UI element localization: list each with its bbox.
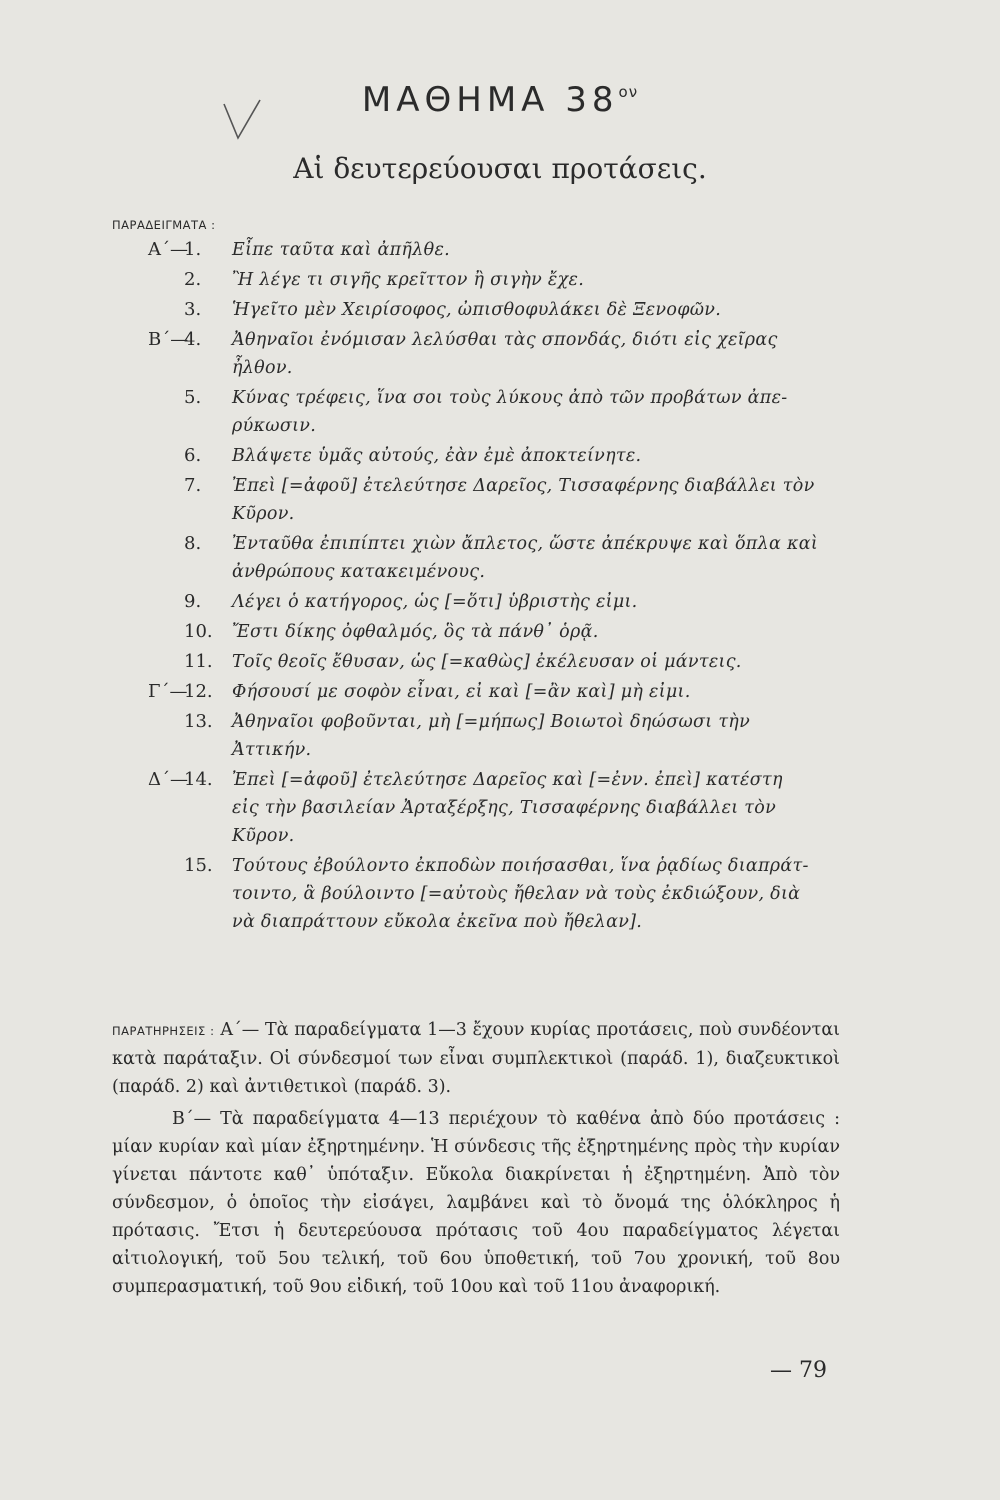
example-item [0, 326, 850, 382]
example-group-label: Γ΄— [148, 681, 188, 702]
example-text-line: Κῦρον. [232, 826, 295, 846]
lesson-subtitle: Αἱ δευτερεύουσαι προτάσεις. [293, 152, 707, 185]
example-text-line: Ἔστι δίκης ὀφθαλμός, ὃς τὰ πάνθ᾽ ὁρᾷ. [232, 622, 599, 642]
example-item [0, 708, 850, 764]
example-text-line: ἦλθον. [232, 358, 293, 378]
example-text-line: Τούτους ἐβούλοντο ἐκποδὼν ποιήσασθαι, ἵνα ῥᾳδίως διαπράτ- [232, 856, 809, 876]
example-text-line: Ἀττικήν. [232, 740, 312, 760]
example-number: 4. [184, 329, 202, 350]
observations-label: ΠΑΡΑΤΗΡΗΣΕΙΣ : [112, 1024, 215, 1038]
example-text-line: Ἀθηναῖοι ἐνόμισαν λελύσθαι τὰς σπονδάς, διότι εἰς χεῖρας [232, 330, 778, 350]
examples-list [0, 236, 1000, 938]
page-number: — 79 [770, 1358, 827, 1383]
example-text-line: νὰ διαπράττουν εὔκολα ἐκεῖνα ποὺ ἤθελαν]. [232, 912, 643, 932]
observation-paragraph-a [112, 1016, 840, 1101]
example-text-line: Κῦρον. [232, 504, 295, 524]
example-text-line: εἰς τὴν βασιλείαν Ἀρταξέρξης, Τισσαφέρνης διαβάλλει τὸν [232, 798, 777, 818]
example-number: 1. [184, 239, 202, 260]
observation-text-a: Α΄— Τὰ παραδείγματα 1—3 ἔχουν κυρίας προτάσεις, ποὺ συνδέονται κατὰ παράταξιν. Οἱ σύνδεσμοί των εἶναι συμπλεκτικοὶ (παράδ. 1), διαζευκτικοὶ (παράδ. 2) καὶ ἀντιθετικοὶ (παράδ. 3). [112, 1020, 840, 1097]
example-text-line: Ἡγεῖτο μὲν Χειρίσοφος, ὠπισθοφυλάκει δὲ Ξενοφῶν. [232, 300, 722, 320]
example-number: 6. [184, 445, 202, 466]
example-item [0, 266, 850, 294]
example-number: 3. [184, 299, 202, 320]
example-number: 14. [184, 769, 213, 790]
example-text-line: ἀνθρώπους κατακειμένους. [232, 562, 486, 582]
example-text-line: Βλάψετε ὑμᾶς αὐτούς, ἐὰν ἐμὲ ἀποκτείνητε. [232, 446, 642, 466]
example-text-line: Τοῖς θεοῖς ἔθυσαν, ὡς [=καθὼς] ἐκέλευσαν οἱ μάντεις. [232, 652, 742, 672]
example-item [0, 472, 850, 528]
example-item [0, 296, 850, 324]
example-text-line: Ἢ λέγε τι σιγῆς κρεῖττον ἢ σιγὴν ἔχε. [232, 270, 585, 290]
example-item [0, 852, 850, 936]
example-number: 13. [184, 711, 213, 732]
example-group-label: Δ΄— [148, 769, 188, 790]
example-number: 7. [184, 475, 202, 496]
example-text-line: τοιντο, ἃ βούλοιντο [=αὐτοὺς ἤθελαν νὰ τοὺς ἐκδιώξουν, διὰ [232, 884, 801, 904]
example-number: 15. [184, 855, 213, 876]
example-item [0, 678, 850, 706]
example-item [0, 530, 850, 586]
examples-label: ΠΑΡΑΔΕΙΓΜΑΤΑ : [112, 218, 216, 232]
example-number: 8. [184, 533, 202, 554]
example-item [0, 618, 850, 646]
example-item [0, 766, 850, 850]
example-item [0, 384, 850, 440]
example-text-line: Ἐνταῦθα ἐπιπίπτει χιὼν ἄπλετος, ὥστε ἀπέκρυψε καὶ ὅπλα καὶ [232, 534, 819, 554]
example-number: 5. [184, 387, 202, 408]
lesson-title: ΜΑΘΗΜΑ $38^{o\nu}$ [361, 80, 639, 120]
example-text-line: Κύνας τρέφεις, ἵνα σοι τοὺς λύκους ἀπὸ τῶν προβάτων ἀπε- [232, 388, 788, 408]
example-text-line: Ἀθηναῖοι φοβοῦνται, μὴ [=μήπως] Βοιωτοὶ δηώσωσι τὴν [232, 712, 751, 732]
example-number: 2. [184, 269, 202, 290]
example-item [0, 588, 850, 616]
example-number: 11. [184, 651, 213, 672]
example-item [0, 236, 850, 264]
example-item [0, 648, 850, 676]
lesson-title-superscript: ον [618, 83, 639, 101]
observation-paragraph-b: Β΄— Τὰ παραδείγματα 4—13 περιέχουν τὸ καθένα ἀπὸ δύο προτάσεις : μίαν κυρίαν καὶ μίαν ἐξηρτημένην. Ἡ σύνδεσις τῆς ἐξηρτημένης πρὸς τὴν κυρίαν γίνεται πάντοτε καθ᾽ ὑπόταξιν. Εὔκολα διακρίνεται ἡ ἐξηρτημένη. Ἀπὸ τὸν σύνδεσμον, ὁ ὁποῖος τὴν εἰσάγει, λαμβάνει καὶ τὸ ὄνομά της ὁλόκληρος ἡ πρότασις. Ἔτσι ἡ δευτερεύουσα πρότασις τοῦ 4ου παραδείγματος λέγεται αἰτιολογική, τοῦ 5ου τελική, τοῦ 6ου ὑποθετική, τοῦ 7ου χρονική, τοῦ 8ου συμπερασματική, τοῦ 9ου εἰδική, τοῦ 10ου καὶ τοῦ 11ου ἀναφορική. [112, 1109, 840, 1297]
example-text-line: Εἶπε ταῦτα καὶ ἀπῆλθε. [232, 240, 450, 260]
example-group-label: Α΄— [148, 239, 188, 260]
example-text-line: ρύκωσιν. [232, 416, 317, 436]
example-text-line: Λέγει ὁ κατήγορος, ὡς [=ὅτι] ὑβριστὴς εἰμι. [232, 592, 638, 612]
example-group-label: Β΄— [148, 329, 189, 350]
example-number: 10. [184, 621, 213, 642]
example-text-line: Ἐπεὶ [=ἀφοῦ] ἐτελεύτησε Δαρεῖος, Τισσαφέρνης διαβάλλει τὸν [232, 476, 815, 496]
example-text-line: Φήσουσί με σοφὸν εἶναι, εἰ καὶ [=ἂν καὶ] μὴ εἰμι. [232, 682, 691, 702]
example-number: 9. [184, 591, 202, 612]
example-number: 12. [184, 681, 213, 702]
example-item [0, 442, 850, 470]
example-text-line: Ἐπεὶ [=ἀφοῦ] ἐτελεύτησε Δαρεῖος καὶ [=ἐνν. ἐπεὶ] κατέστη [232, 770, 783, 790]
observations [112, 1016, 840, 1301]
